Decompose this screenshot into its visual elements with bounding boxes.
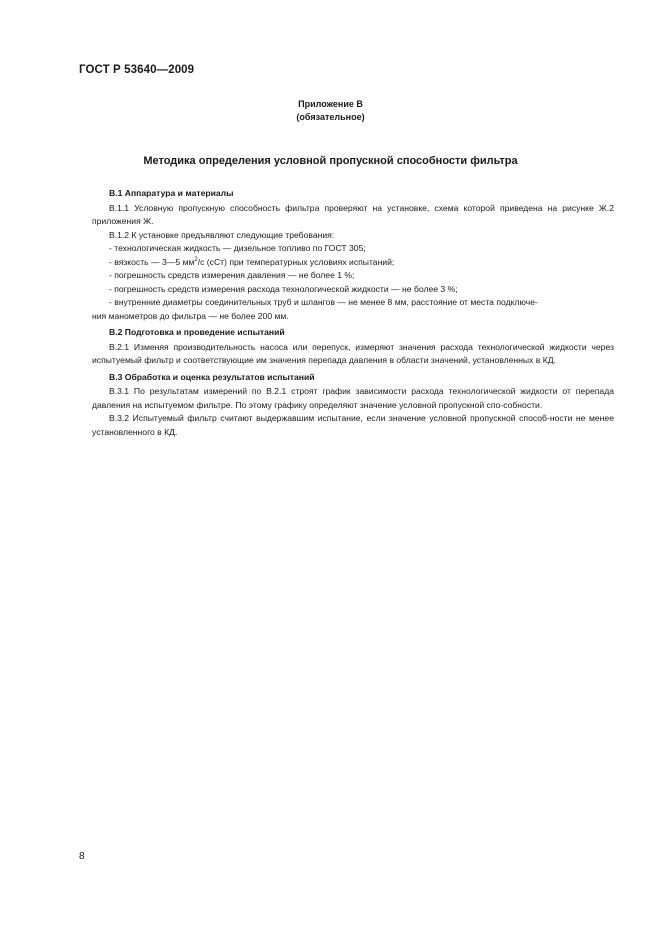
list-item: - погрешность средств измерения давления — не более 1 %; (109, 270, 355, 280)
section-heading-b2: В.2 Подготовка и проведение испытаний (109, 327, 285, 337)
list-item: - погрешность средств измерения расхода технологической жидкости — не более 3 %; (109, 283, 458, 294)
paragraph-b2-1: В.2.1 Изменяя производительность насоса или перепуск, измеряют значения расхода технологической жидкости через испытуемый фильтр и соответствующие им значения перепада давления в области значений, установленных в КД. (92, 341, 614, 365)
standard-code-header: ГОСТ Р 53640—2009 (79, 64, 195, 76)
list-item: - внутренние диаметры соединительных труб и шлангов — не менее 8 мм, расстояние от места подключе- (109, 297, 538, 307)
paragraph-b1-2: В.1.2 К установке предъявляют следующие требования: (109, 229, 335, 240)
appendix-status: (обязательное) (296, 112, 365, 122)
document-body (92, 187, 614, 439)
viscosity-text: - вязкость — 3—5 мм (109, 256, 195, 267)
page-number: 8 (79, 851, 85, 862)
paragraph-b1-1: В.1.1 Условную пропускную способность фильтра проверяют на установке, схема которой приведена на рисунке Ж.2 приложения Ж. (92, 202, 614, 226)
paragraph-b3-2: В.3.2 Испытуемый фильтр считают выдержавшим испытание, если значение условной пропускной способ-ности не менее установленного в КД. (92, 413, 614, 437)
appendix-label: Приложение В (298, 99, 363, 109)
section-heading-b1: В.1 Аппаратура и материалы (109, 188, 234, 198)
requirements-list (92, 242, 614, 310)
viscosity-text-cont: /с (сСт) при температурных условиях испытаний; (197, 256, 395, 267)
appendix-heading (0, 98, 661, 124)
superscript-exponent: 2 (194, 256, 198, 263)
list-item: - технологическая жидкость — дизельное топливо по ГОСТ 305; (109, 243, 366, 253)
paragraph-b3-1: В.3.1 По результатам измерений по В.2.1 строят график зависимости расхода технологической жидкости от перепада давления на испытуемом фильтре. По этому графику определяют значение условной пропускной спо-собности. (92, 386, 614, 410)
list-item-wrap: ния манометров до фильтра — не более 200 мм. (92, 310, 289, 321)
list-item (109, 256, 614, 270)
section-heading-b3: В.3 Обработка и оценка результатов испытаний (109, 371, 315, 382)
document-title: Методика определения условной пропускной способности фильтра (143, 155, 518, 167)
